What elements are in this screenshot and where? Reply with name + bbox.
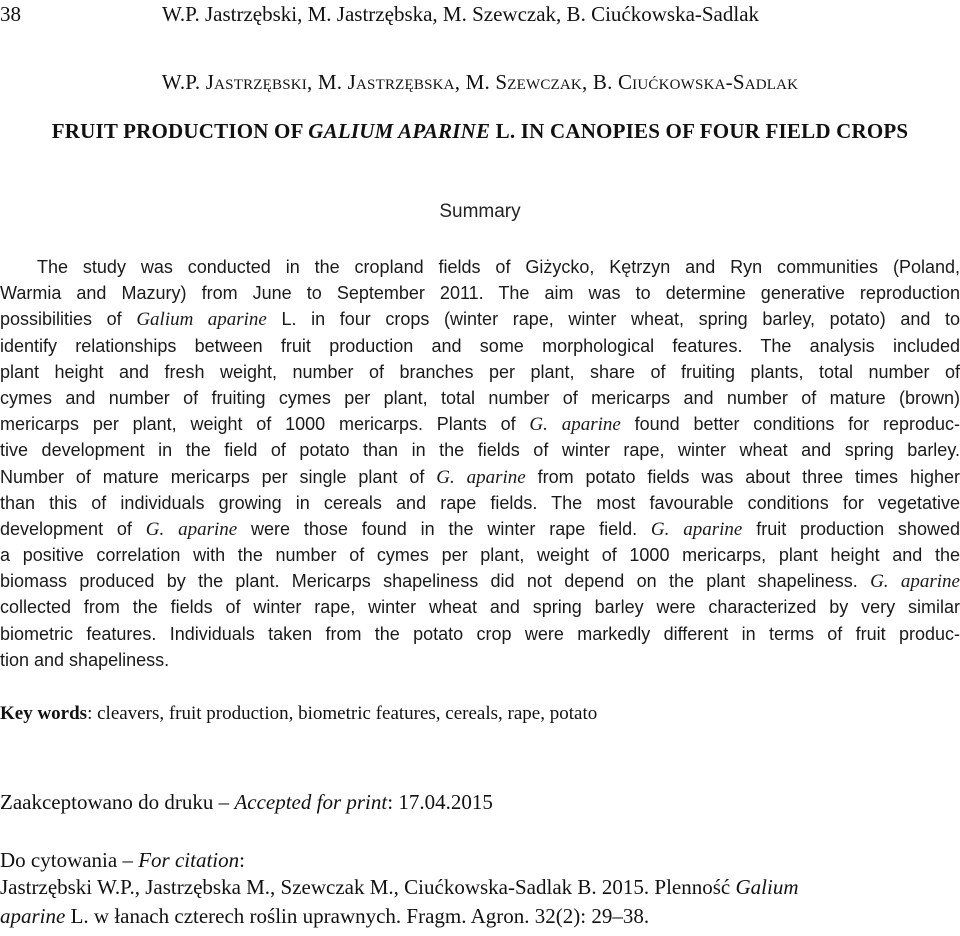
citation-line-2: aparine L. w łanach czterech roślin uprawnych. Fragm. Agron. 32(2): 29–38. (0, 904, 650, 928)
abstract-line: biomass produced by the plant. Mericarps shapeliness did not depend on the plant shapeliness. G. aparine (0, 571, 960, 593)
page-number: 38 (0, 2, 21, 26)
abstract-line: tion and shapeliness. (0, 649, 170, 670)
abstract-line: collected from the fields of winter rape, winter wheat and spring barley were characterized by very similar (0, 597, 960, 618)
abstract-line: Number of mature mericarps per single plant of G. aparine from potato fields was about three times higher (0, 466, 960, 488)
abstract-line: development of G. aparine were those found in the winter rape field. G. aparine fruit production showed (0, 518, 960, 540)
abstract-line: cymes and number of fruiting cymes per plant, total number of mericarps and number of mature (brown) (0, 387, 960, 408)
running-authors: W.P. Jastrzębski, M. Jastrzębska, M. Szewczak, B. Ciućkowska-Sadlak (162, 2, 760, 26)
abstract-line: biometric features. Individuals taken from the potato crop were markedly different in terms of fruit produc- (0, 623, 960, 644)
running-header (0, 2, 960, 28)
abstract-line: a positive correlation with the number of cymes per plant, weight of 1000 mericarps, plant height and the (0, 545, 960, 566)
keywords-label: Key words (0, 703, 88, 724)
accepted-date: Zaakceptowano do druku – Accepted for print: 17.04.2015 (0, 790, 493, 814)
abstract-line: identify relationships between fruit production and some morphological features. The analysis included (0, 335, 960, 356)
keywords-text: : cleavers, fruit production, biometric features, cereals, rape, potato (87, 703, 598, 724)
abstract-line: possibilities of Galium aparine L. in four crops (winter rape, winter wheat, spring barley, potato) and to (0, 309, 960, 331)
abstract-line: tive development in the field of potato than in the fields of winter rape, winter wheat and spring barley. (0, 440, 960, 461)
keywords (0, 703, 597, 725)
summary-heading: Summary (439, 201, 521, 222)
abstract-line: plant height and fresh weight, number of branches per plant, share of fruiting plants, total number of (0, 361, 960, 382)
article-authors: W.P. Jastrzębski, M. Jastrzębska, M. Szewczak, B. Ciućkowska-Sadlak (161, 70, 799, 94)
abstract-line: The study was conducted in the cropland fields of Giżycko, Kętrzyn and Ryn communities (Poland, (37, 257, 960, 277)
abstract-line: Warmia and Mazury) from June to September 2011. The aim was to determine generative reproduction (0, 283, 960, 304)
citation-line-1: Jastrzębski W.P., Jastrzębska M., Szewczak M., Ciućkowska-Sadlak B. 2015. Plenność Galium (0, 875, 799, 899)
abstract-text (0, 254, 960, 673)
abstract-line: than this of individuals growing in cereals and rape fields. The most favourable conditions for vegetative (0, 492, 960, 513)
abstract-line: mericarps per plant, weight of 1000 mericarps. Plants of G. aparine found better conditions for reproduc- (0, 414, 960, 436)
citation-heading: Do cytowania – For citation: (0, 848, 245, 872)
article-title: FRUIT PRODUCTION OF GALIUM APARINE L. IN CANOPIES OF FOUR FIELD CROPS (51, 119, 909, 143)
